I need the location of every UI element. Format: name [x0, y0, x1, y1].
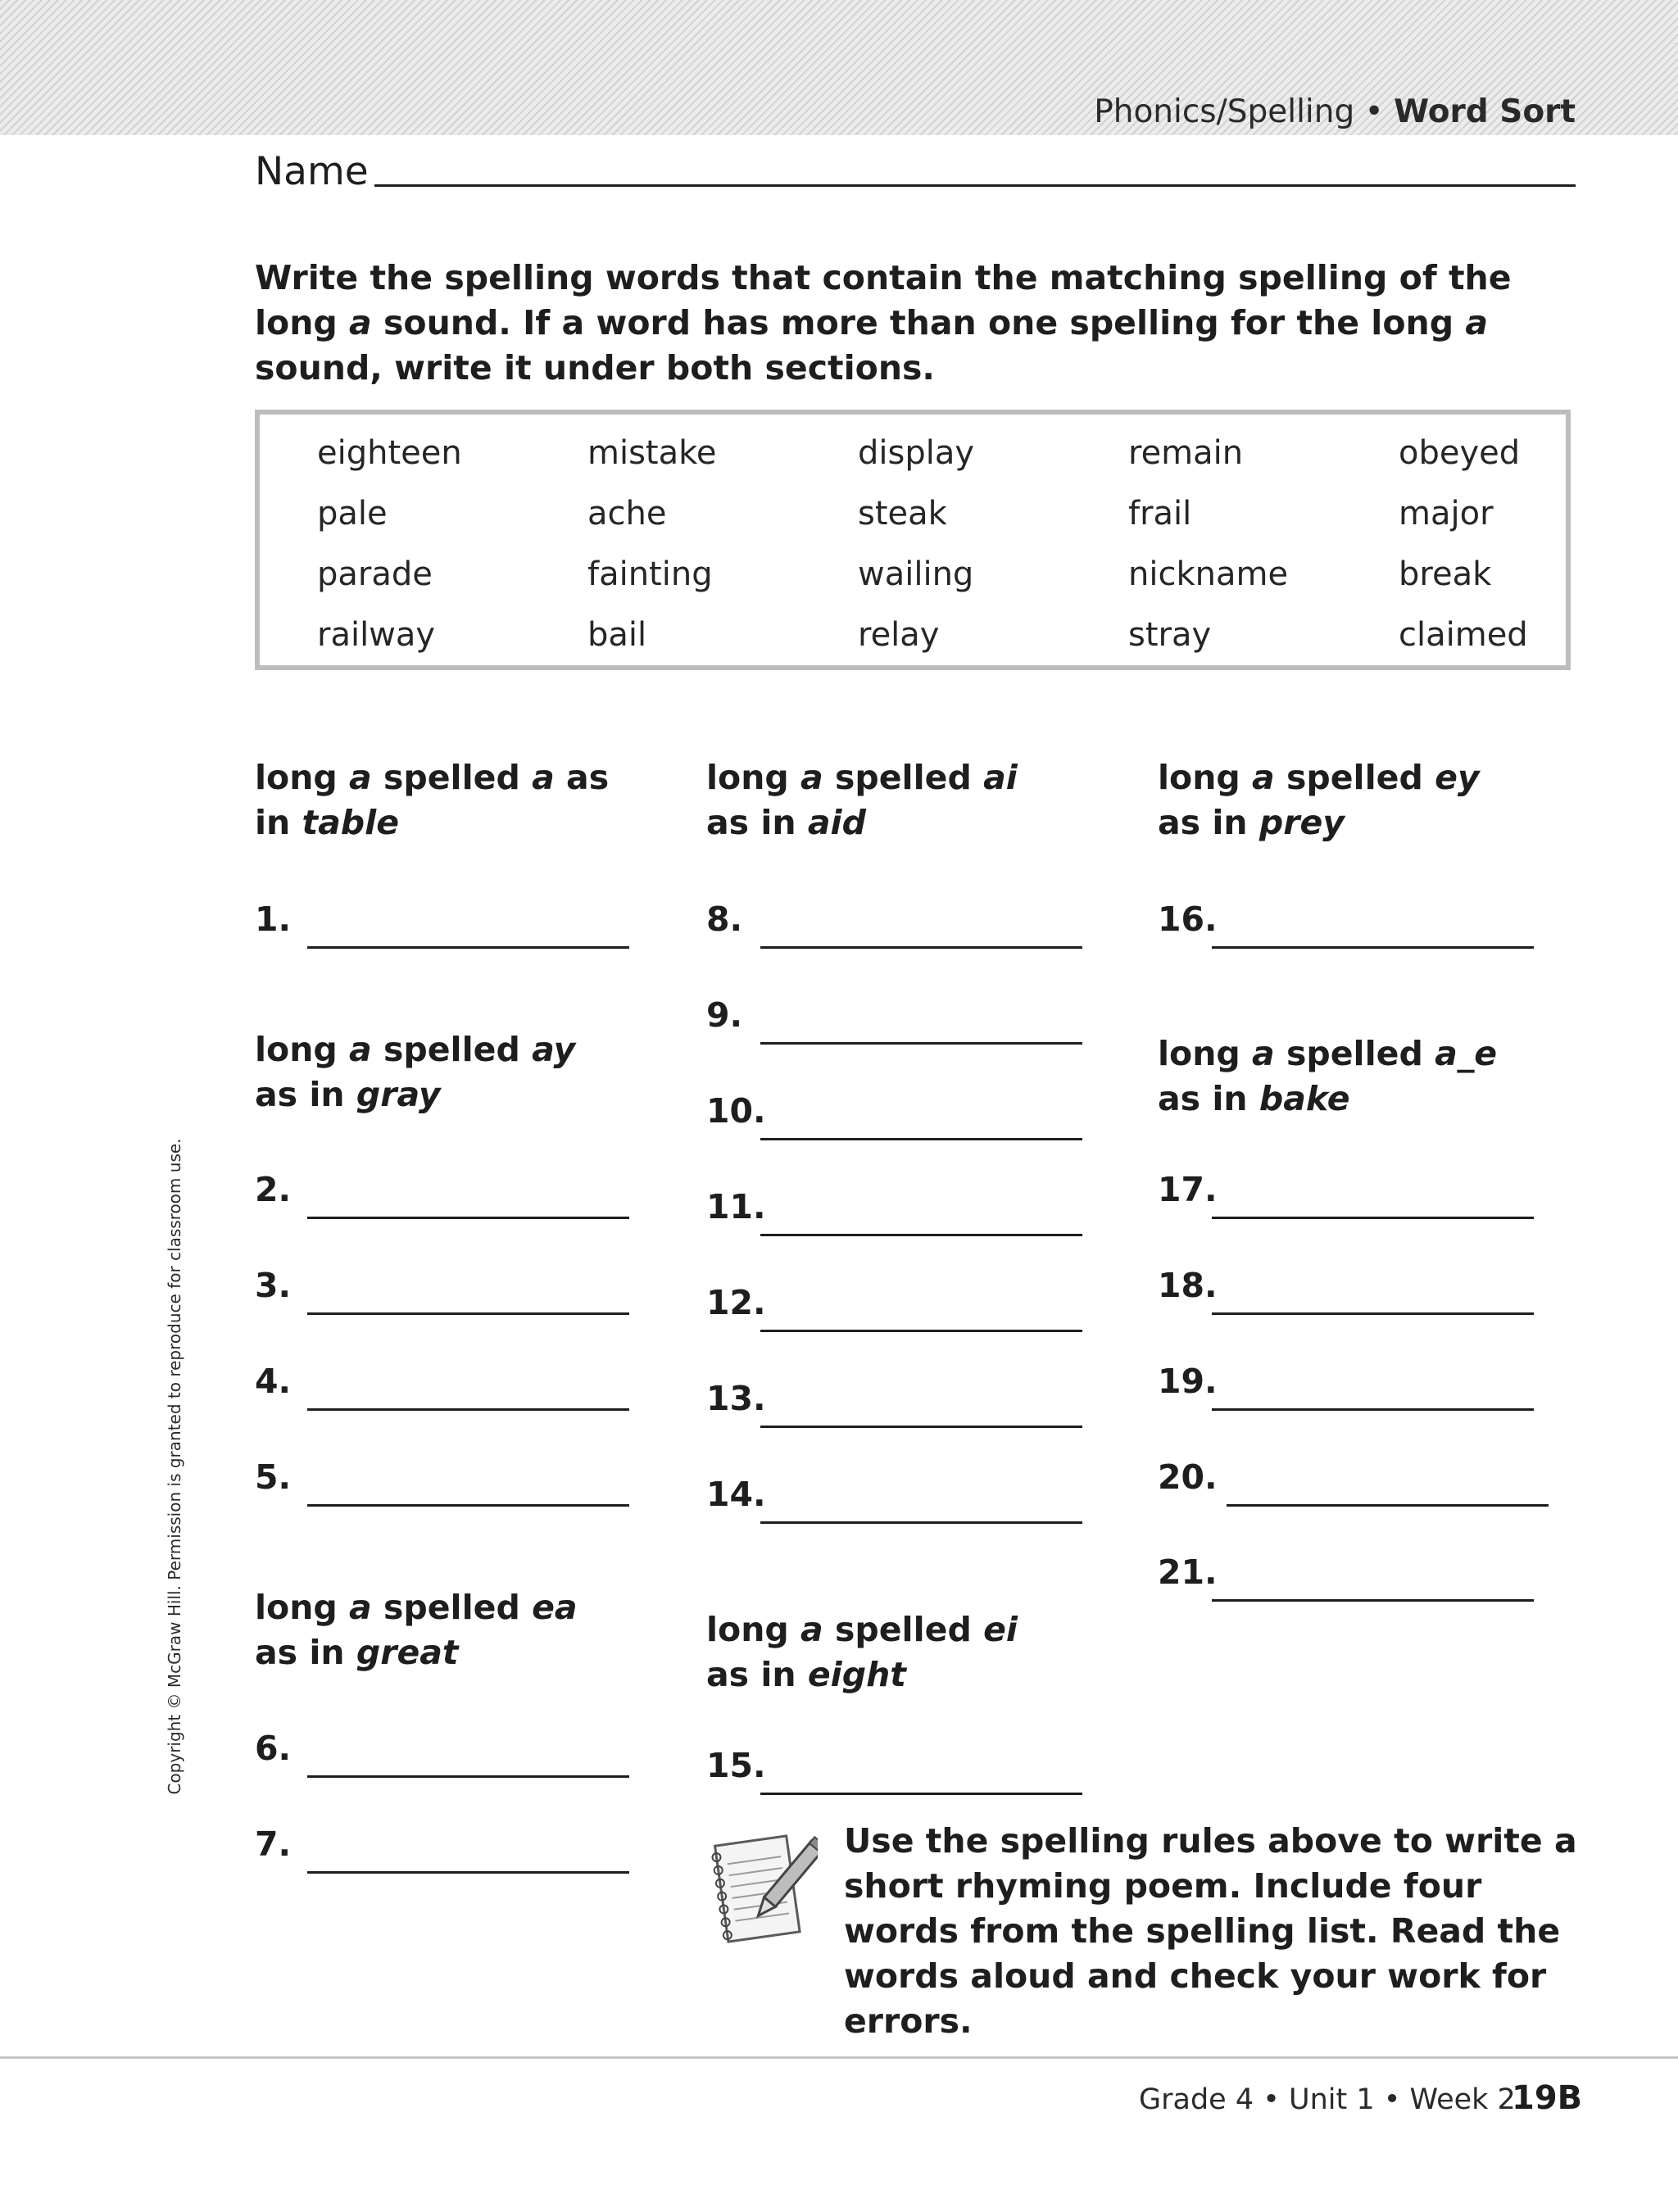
word-bank-word: stray: [1128, 616, 1212, 654]
section-heading-line: [706, 755, 1018, 800]
word-bank-word: obeyed: [1399, 434, 1521, 472]
section-heading-line: [706, 1607, 1018, 1652]
answer-item: [1158, 1266, 1666, 1315]
copyright-text: Copyright © McGraw Hill. Permission is granted to reproduce for classroom use.: [165, 1138, 184, 1795]
item-number: 10.: [706, 1091, 766, 1131]
italic-run: ei: [983, 1610, 1018, 1649]
text-run: spelled: [371, 1588, 533, 1627]
answer-item: [255, 1266, 763, 1315]
answer-line[interactable]: [1212, 1312, 1534, 1315]
header-title: Word Sort: [1394, 93, 1576, 130]
italic-run: bake: [1258, 1079, 1350, 1118]
italic-run: ay: [532, 1030, 576, 1069]
text-run: long: [706, 758, 801, 797]
section-heading-line: [1158, 1031, 1497, 1077]
italic-run: a: [1252, 1034, 1275, 1073]
answer-line[interactable]: [1212, 1217, 1534, 1219]
item-number: 2.: [255, 1170, 292, 1209]
text-run: long: [1158, 758, 1253, 797]
instructions: [255, 256, 1566, 391]
answer-item: [706, 995, 1214, 1045]
section-heading-line: [255, 1630, 578, 1675]
answer-item: [1158, 1457, 1666, 1507]
text-run: long: [1158, 1034, 1253, 1073]
text-run: as: [554, 758, 610, 797]
answer-item: [1158, 1552, 1666, 1602]
italic-run: aid: [807, 803, 866, 842]
answer-line[interactable]: [307, 1408, 629, 1411]
italic-run: a: [532, 758, 555, 797]
word-bank: [255, 410, 1571, 670]
answer-item: [706, 1475, 1214, 1524]
word-bank-word: remain: [1128, 434, 1244, 472]
word-bank-word: eighteen: [317, 434, 462, 472]
item-number: 7.: [255, 1824, 292, 1864]
answer-line[interactable]: [760, 1793, 1082, 1795]
text-run: as in: [706, 1655, 808, 1694]
item-number: 14.: [706, 1475, 766, 1514]
answer-line[interactable]: [307, 1504, 629, 1507]
item-number: 3.: [255, 1266, 292, 1305]
text-run: long: [255, 1030, 350, 1069]
answer-line[interactable]: [760, 1330, 1082, 1332]
answer-line[interactable]: [1212, 1408, 1534, 1411]
item-number: 13.: [706, 1379, 766, 1418]
answer-item: [706, 1091, 1214, 1140]
text-run: spelled: [1274, 758, 1435, 797]
word-bank-word: bail: [587, 616, 647, 654]
answer-item: [706, 1283, 1214, 1332]
word-bank-word: railway: [317, 616, 436, 654]
italic-run: ey: [1435, 758, 1480, 797]
item-number: 9.: [706, 995, 743, 1035]
section-heading-line: [706, 800, 1018, 845]
header-section: Phonics/Spelling: [1094, 93, 1355, 130]
section-heading-line: [255, 800, 609, 845]
answer-item: [255, 900, 763, 949]
italic-run: a: [349, 1588, 372, 1627]
word-bank-word: ache: [587, 495, 667, 533]
text-run: in: [255, 803, 302, 842]
item-number: 4.: [255, 1362, 292, 1401]
italic-run: a: [1252, 758, 1275, 797]
text-run: long: [255, 758, 350, 797]
page-number: 19B: [1512, 2079, 1583, 2117]
footer-divider: [0, 2056, 1678, 2059]
item-number: 8.: [706, 900, 743, 939]
name-answer-line[interactable]: [374, 184, 1576, 187]
answer-line[interactable]: [307, 1871, 629, 1874]
answer-item: [706, 1746, 1214, 1795]
section-heading-line: [255, 1072, 575, 1117]
item-number: 18.: [1158, 1266, 1218, 1305]
section-heading-line: [706, 1652, 1018, 1698]
italic-run: a_e: [1435, 1034, 1498, 1073]
answer-item: [1158, 1362, 1666, 1411]
header-separator: •: [1364, 93, 1384, 130]
word-bank-word: parade: [317, 555, 433, 593]
word-bank-word: break: [1399, 555, 1492, 593]
writing-prompt-text: Use the spelling rules above to write a short rhyming poem. Include four words from the spelling list. Read the words aloud and check your work for errors.: [844, 1821, 1577, 2041]
text-run: long: [706, 1610, 801, 1649]
word-bank-word: major: [1399, 495, 1494, 533]
name-label: Name: [255, 149, 369, 194]
item-number: 17.: [1158, 1170, 1218, 1209]
italic-run: table: [302, 803, 400, 842]
answer-item: [255, 1824, 763, 1874]
answer-item: [255, 1729, 763, 1778]
italic-run: ea: [532, 1588, 578, 1627]
text-run: sound, write it under both sections.: [255, 348, 936, 388]
word-bank-word: mistake: [587, 434, 717, 472]
answer-item: [706, 900, 1214, 949]
text-run: sound. If a word has more than one spelling for the long: [371, 303, 1466, 342]
footer-grade: Grade 4 • Unit 1 • Week 2: [1139, 2083, 1516, 2116]
item-number: 11.: [706, 1187, 766, 1226]
answer-item: [706, 1379, 1214, 1428]
italic-run: a: [1465, 303, 1489, 342]
text-run: spelled: [371, 1030, 533, 1069]
item-number: 5.: [255, 1457, 292, 1497]
text-run: as in: [1158, 803, 1259, 842]
word-bank-word: nickname: [1128, 555, 1289, 593]
section-heading-ai: [706, 755, 1018, 845]
text-run: spelled: [1274, 1034, 1435, 1073]
answer-line[interactable]: [307, 1217, 629, 1219]
word-bank-word: pale: [317, 495, 388, 533]
answer-line[interactable]: [760, 1042, 1082, 1045]
italic-run: gray: [356, 1075, 441, 1114]
word-bank-word: display: [858, 434, 975, 472]
italic-run: a: [800, 1610, 823, 1649]
answer-item: [1158, 900, 1666, 949]
answer-line[interactable]: [1212, 946, 1534, 949]
section-heading-a-e: [1158, 1031, 1497, 1122]
answer-line[interactable]: [307, 1312, 629, 1315]
answer-line[interactable]: [307, 946, 629, 949]
italic-run: a: [349, 758, 372, 797]
text-run: as in: [255, 1075, 356, 1114]
answer-line[interactable]: [1227, 1504, 1549, 1507]
item-number: 19.: [1158, 1362, 1218, 1401]
text-run: as in: [1158, 1079, 1259, 1118]
text-run: long: [255, 1588, 350, 1627]
section-heading-line: [255, 1585, 578, 1630]
item-number: 20.: [1158, 1457, 1218, 1497]
section-heading-line: [255, 755, 609, 800]
answer-line[interactable]: [760, 1138, 1082, 1140]
header-label: [1094, 93, 1576, 130]
answer-line[interactable]: [760, 1426, 1082, 1428]
section-heading-ea: [255, 1585, 578, 1675]
item-number: 15.: [706, 1746, 766, 1785]
item-number: 12.: [706, 1283, 766, 1322]
word-bank-word: relay: [858, 616, 940, 654]
section-heading-line: [255, 1027, 575, 1072]
section-heading-a: [255, 755, 609, 845]
italic-run: a: [800, 758, 823, 797]
italic-run: great: [356, 1633, 459, 1672]
text-run: spelled: [371, 758, 533, 797]
section-heading-ay: [255, 1027, 575, 1117]
section-heading-line: [1158, 800, 1480, 845]
answer-item: [1158, 1170, 1666, 1219]
notebook-pencil-icon: [703, 1825, 818, 1951]
item-number: 1.: [255, 900, 292, 939]
answer-line[interactable]: [307, 1775, 629, 1778]
word-bank-word: claimed: [1399, 616, 1528, 654]
text-run: spelled: [823, 758, 984, 797]
word-bank-word: steak: [858, 495, 947, 533]
item-number: 6.: [255, 1729, 292, 1768]
italic-run: a: [349, 1030, 372, 1069]
answer-item: [255, 1362, 763, 1411]
word-bank-word: wailing: [858, 555, 974, 593]
section-heading-ey: [1158, 755, 1480, 845]
text-run: spelled: [823, 1610, 984, 1649]
section-heading-ei: [706, 1607, 1018, 1698]
italic-run: ai: [983, 758, 1018, 797]
section-heading-line: [1158, 755, 1480, 800]
answer-item: [255, 1170, 763, 1219]
italic-run: eight: [807, 1655, 906, 1694]
answer-item: [706, 1187, 1214, 1236]
text-run: as in: [706, 803, 808, 842]
italic-run: a: [349, 303, 372, 342]
italic-run: prey: [1258, 803, 1345, 842]
answer-line[interactable]: [760, 1521, 1082, 1524]
word-bank-word: fainting: [587, 555, 713, 593]
word-bank-word: frail: [1128, 495, 1192, 533]
answer-line[interactable]: [760, 946, 1082, 949]
answer-line[interactable]: [760, 1234, 1082, 1236]
text-run: Write the spelling words that contain the matching spelling of the long: [255, 258, 1512, 342]
answer-item: [255, 1457, 763, 1507]
item-number: 16.: [1158, 900, 1218, 939]
section-heading-line: [1158, 1077, 1497, 1122]
answer-line[interactable]: [1212, 1599, 1534, 1602]
text-run: as in: [255, 1633, 356, 1672]
item-number: 21.: [1158, 1552, 1218, 1592]
